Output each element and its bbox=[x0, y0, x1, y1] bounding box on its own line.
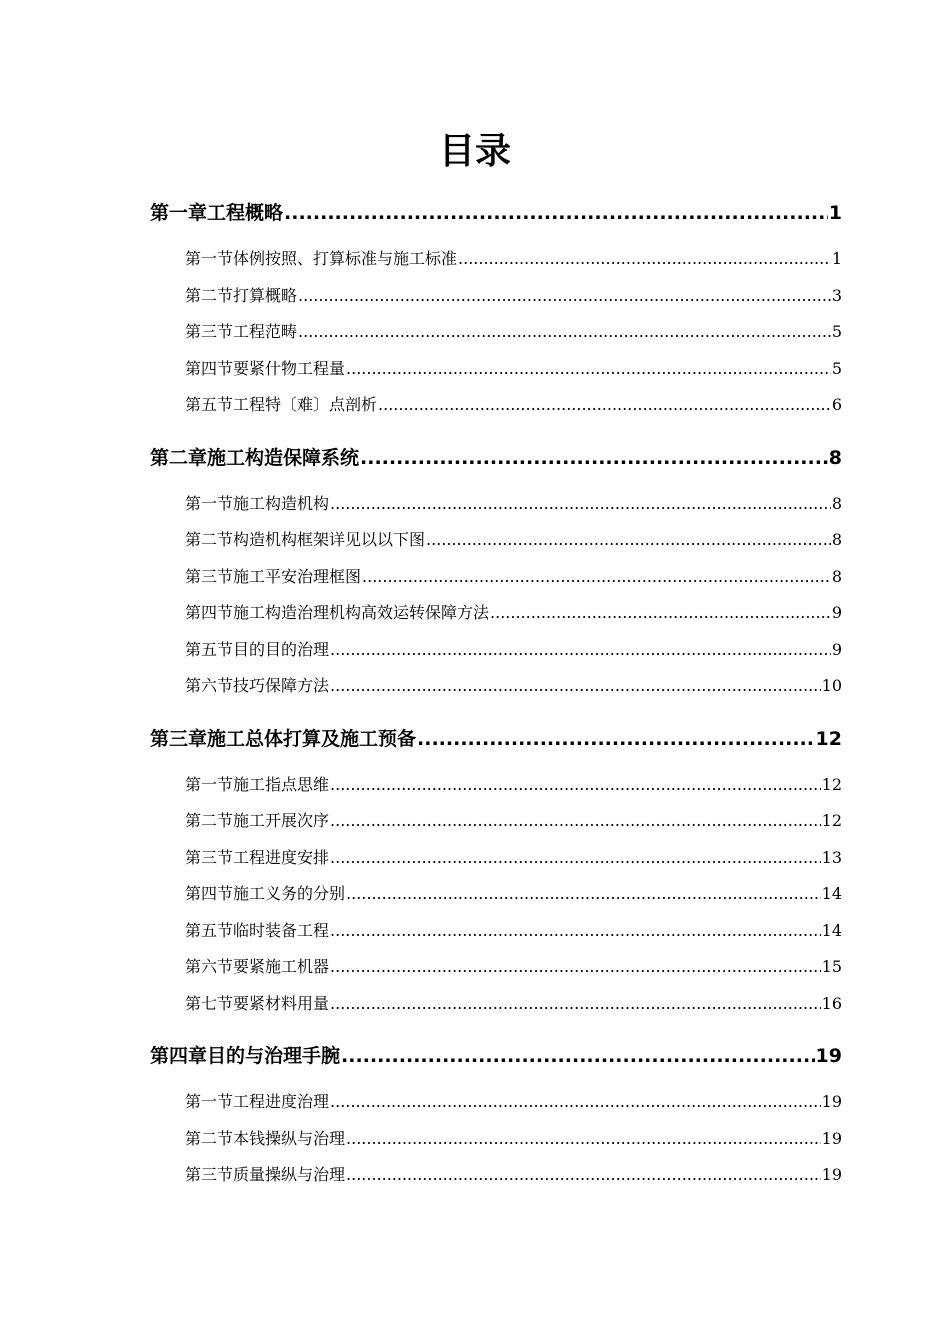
toc-chapter[interactable] bbox=[150, 724, 842, 772]
section-label: 第三节工程范畴 bbox=[185, 322, 298, 341]
section-label: 第五节目的目的治理 bbox=[185, 639, 330, 659]
dot-leader bbox=[426, 530, 831, 549]
chapter-label: 第一章工程概略 bbox=[150, 202, 284, 224]
toc-section[interactable] bbox=[185, 564, 842, 601]
section-page-number: 15 bbox=[821, 957, 842, 976]
section-label: 第四节施工义务的分别 bbox=[185, 884, 346, 903]
dot-leader bbox=[346, 884, 821, 903]
section-label: 第六节要紧施工机器 bbox=[185, 957, 330, 976]
toc-section[interactable] bbox=[185, 319, 842, 356]
dot-leader bbox=[360, 447, 828, 469]
chapter-page-number: 8 bbox=[828, 446, 842, 469]
section-label: 第一节工程进度治理 bbox=[185, 1092, 330, 1111]
section-page-number: 1 bbox=[831, 249, 842, 268]
toc-section[interactable] bbox=[185, 1089, 842, 1126]
dot-leader bbox=[298, 322, 831, 341]
spacer bbox=[150, 1027, 842, 1041]
chapter-page-number: 12 bbox=[815, 727, 842, 750]
section-page-number: 19 bbox=[821, 1128, 842, 1148]
toc-section[interactable] bbox=[185, 954, 842, 991]
toc-title: 目录 bbox=[438, 131, 511, 172]
toc-section[interactable] bbox=[185, 283, 842, 320]
dot-leader bbox=[284, 202, 828, 224]
section-label: 第五节临时装备工程 bbox=[185, 920, 330, 940]
section-label: 第二节施工开展次序 bbox=[185, 811, 330, 830]
dot-leader bbox=[330, 957, 821, 976]
toc-section[interactable] bbox=[185, 991, 842, 1028]
section-label: 第一节施工指点思维 bbox=[185, 774, 330, 794]
dot-leader bbox=[346, 359, 831, 378]
dot-leader bbox=[346, 1129, 821, 1148]
dot-leader bbox=[330, 848, 821, 867]
section-page-number: 6 bbox=[831, 395, 842, 414]
section-page-number: 12 bbox=[821, 811, 842, 830]
dot-leader bbox=[330, 994, 821, 1013]
section-page-number: 16 bbox=[821, 993, 842, 1013]
section-label: 第一节施工构造机构 bbox=[185, 493, 330, 513]
toc-section[interactable] bbox=[185, 246, 842, 283]
section-label: 第四节施工构造治理机构高效运转保障方法 bbox=[185, 603, 490, 622]
section-page-number: 13 bbox=[821, 847, 842, 867]
toc-section[interactable] bbox=[185, 808, 842, 845]
dot-leader bbox=[330, 775, 821, 794]
section-label: 第六节技巧保障方法 bbox=[185, 676, 330, 695]
chapter-label: 第二章施工构造保障系统 bbox=[150, 446, 360, 469]
section-page-number: 8 bbox=[831, 530, 842, 549]
dot-leader bbox=[330, 494, 831, 513]
toc-section[interactable] bbox=[185, 1162, 842, 1199]
spacer bbox=[150, 429, 842, 443]
dot-leader bbox=[330, 921, 821, 940]
section-label: 第四节要紧什物工程量 bbox=[185, 358, 346, 378]
section-label: 第三节施工平安治理框图 bbox=[185, 566, 362, 586]
section-page-number: 9 bbox=[831, 603, 842, 622]
section-page-number: 14 bbox=[821, 920, 842, 940]
section-label: 第五节工程特〔难〕点剖析 bbox=[185, 395, 378, 414]
section-page-number: 14 bbox=[821, 884, 842, 903]
section-page-number: 5 bbox=[831, 322, 842, 341]
toc-chapter[interactable] bbox=[150, 443, 842, 491]
dot-leader bbox=[330, 640, 831, 659]
toc-section[interactable] bbox=[185, 845, 842, 882]
section-page-number: 12 bbox=[821, 774, 842, 794]
toc-section[interactable] bbox=[185, 1126, 842, 1163]
toc-section[interactable] bbox=[185, 527, 842, 564]
chapter-label: 第三章施工总体打算及施工预备 bbox=[150, 727, 417, 750]
section-page-number: 3 bbox=[831, 285, 842, 305]
dot-leader bbox=[378, 395, 831, 414]
dot-leader bbox=[458, 249, 831, 268]
toc-chapter[interactable] bbox=[150, 198, 842, 246]
chapter-page-number: 1 bbox=[828, 202, 842, 224]
section-label: 第三节质量操纵与治理 bbox=[185, 1165, 346, 1184]
dot-leader bbox=[341, 1045, 815, 1067]
section-label: 第一节体例按照、打算标准与施工标准 bbox=[185, 249, 458, 268]
chapter-page-number: 19 bbox=[815, 1045, 842, 1067]
spacer bbox=[150, 710, 842, 724]
chapter-label: 第四章目的与治理手腕 bbox=[150, 1045, 341, 1067]
toc-section[interactable] bbox=[185, 491, 842, 528]
section-page-number: 19 bbox=[821, 1165, 842, 1184]
section-page-number: 8 bbox=[831, 493, 842, 513]
toc-section[interactable] bbox=[185, 772, 842, 809]
section-page-number: 8 bbox=[831, 566, 842, 586]
dot-leader bbox=[490, 603, 831, 622]
dot-leader bbox=[330, 811, 821, 830]
section-page-number: 19 bbox=[821, 1092, 842, 1111]
section-label: 第二节打算概略 bbox=[185, 285, 298, 305]
dot-leader bbox=[298, 286, 831, 305]
section-label: 第七节要紧材料用量 bbox=[185, 993, 330, 1013]
toc-section[interactable] bbox=[185, 918, 842, 955]
section-page-number: 10 bbox=[821, 676, 842, 695]
toc-section[interactable] bbox=[185, 637, 842, 674]
dot-leader bbox=[330, 676, 821, 695]
section-label: 第二节本钱操纵与治理 bbox=[185, 1128, 346, 1148]
toc-chapter[interactable] bbox=[150, 1041, 842, 1089]
table-of-contents bbox=[150, 198, 842, 1199]
section-label: 第二节构造机构框架详见以以下图 bbox=[185, 530, 426, 549]
toc-section[interactable] bbox=[185, 881, 842, 918]
section-page-number: 5 bbox=[831, 358, 842, 378]
toc-section[interactable] bbox=[185, 392, 842, 429]
toc-section[interactable] bbox=[185, 673, 842, 710]
toc-section[interactable] bbox=[185, 356, 842, 393]
toc-section[interactable] bbox=[185, 600, 842, 637]
dot-leader bbox=[417, 728, 815, 750]
dot-leader bbox=[330, 1092, 821, 1111]
section-page-number: 9 bbox=[831, 639, 842, 659]
section-label: 第三节工程进度安排 bbox=[185, 847, 330, 867]
dot-leader bbox=[362, 567, 831, 586]
dot-leader bbox=[346, 1165, 821, 1184]
